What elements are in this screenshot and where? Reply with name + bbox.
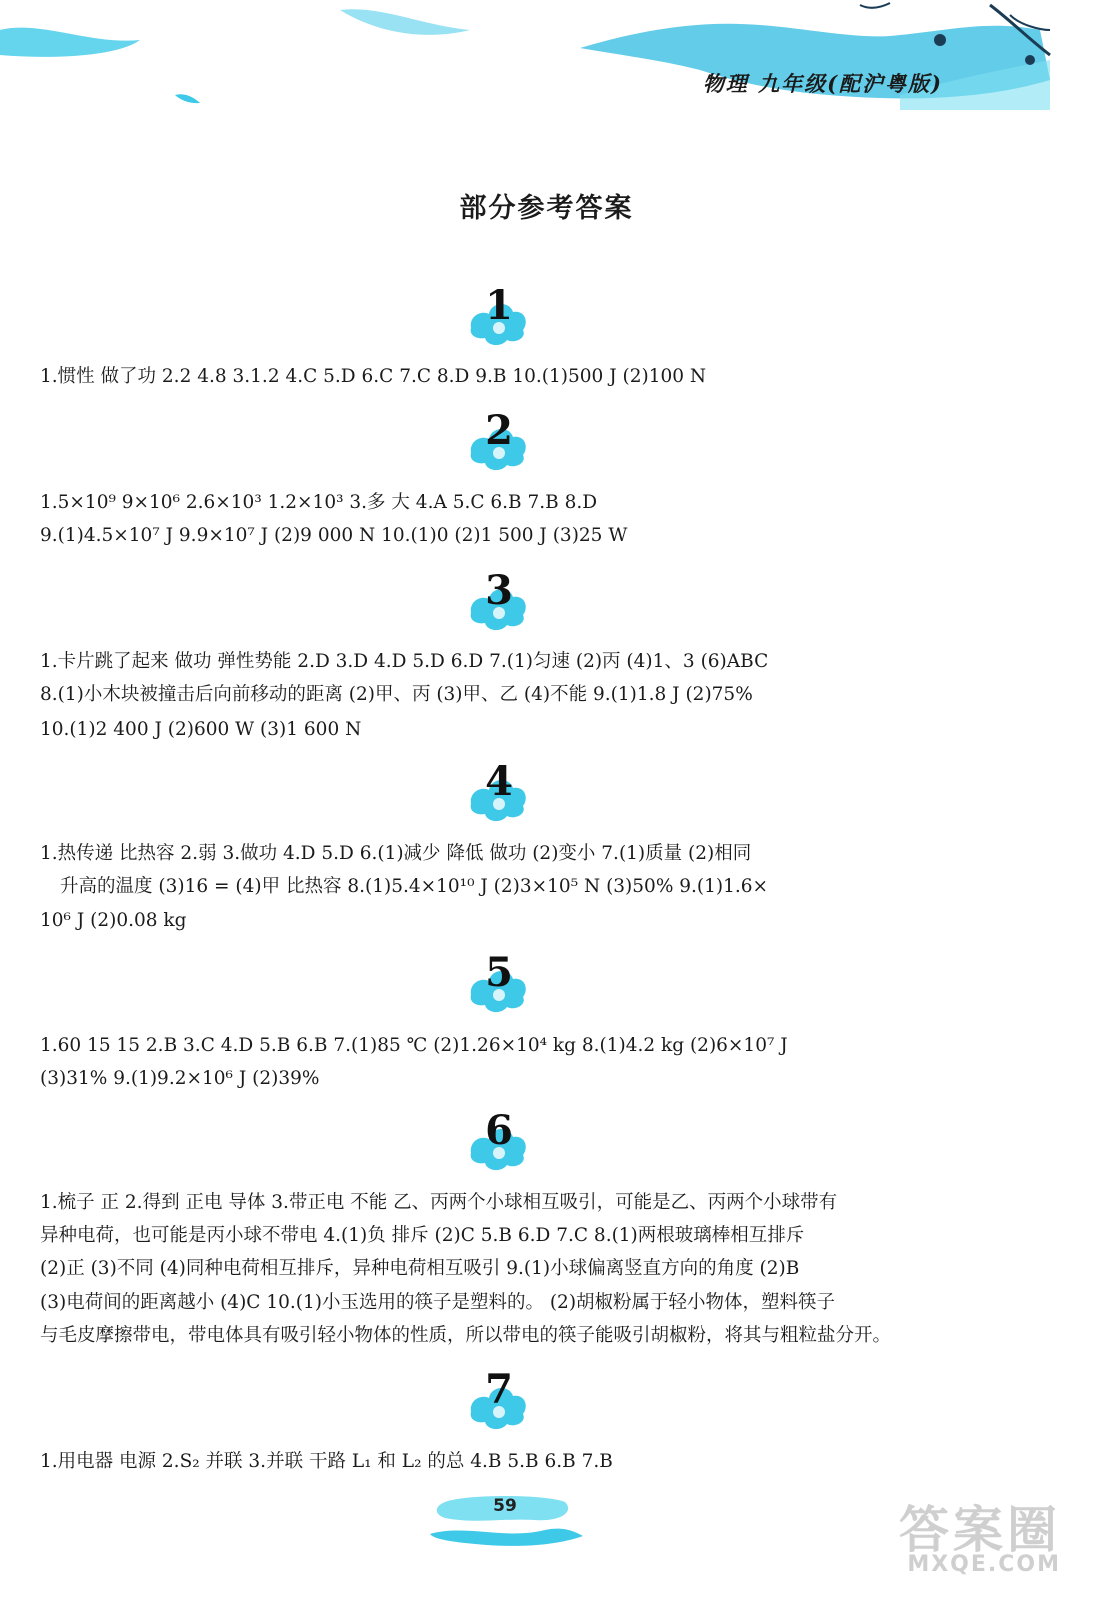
section-badge-5 <box>467 949 531 1017</box>
section-badge-2 <box>467 407 531 475</box>
page-title: 部分参考答案 <box>459 193 634 224</box>
answer-line: (3)电荷间的距离越小 (4)C 10.(1)小玉选用的筷子是塑料的。 (2)胡椒粉属于轻小物体，塑料筷子 <box>40 1292 836 1313</box>
section-badge-7 <box>467 1366 531 1434</box>
watermark-url: MXQE.COM <box>907 1552 1061 1577</box>
section-badge-6 <box>467 1107 531 1175</box>
section-number: 1 <box>485 282 513 329</box>
answer-line: 1.60 15 15 2.B 3.C 4.D 5.B 6.B 7.(1)85 ℃ (2)1.26×10⁴ kg 8.(1)4.2 kg (2)6×10⁷ J <box>40 1035 788 1056</box>
answer-line: 1.梳子 正 2.得到 正电 导体 3.带正电 不能 乙、丙两个小球相互吸引，可能是乙、丙两个小球带有 <box>40 1192 838 1213</box>
answer-line: 与毛皮摩擦带电，带电体具有吸引轻小物体的性质，所以带电的筷子能吸引胡椒粉，将其与粗粒盐分开。 <box>40 1325 892 1346</box>
answer-line: 10⁶ J (2)0.08 kg <box>40 910 187 931</box>
answer-line: 升高的温度 (3)16 = (4)甲 比热容 8.(1)5.4×10¹⁰ J (2)3×10⁵ N (3)50% 9.(1)1.6× <box>60 876 769 897</box>
section-number: 2 <box>485 407 513 454</box>
section-number: 4 <box>485 758 513 805</box>
page-number-badge <box>425 1490 585 1550</box>
header-subject-grade: 物理 九年级(配沪粤版) <box>702 71 943 96</box>
answer-line: 1.惯性 做了功 2.2 4.8 3.1.2 4.C 5.D 6.C 7.C 8.D 9.B 10.(1)500 J (2)100 N <box>40 366 707 387</box>
answer-line: 9.(1)4.5×10⁷ J 9.9×10⁷ J (2)9 000 N 10.(1)0 (2)1 500 J (3)25 W <box>40 525 628 546</box>
watermark <box>871 1490 1071 1590</box>
section-number: 6 <box>485 1107 513 1154</box>
answer-line: (3)31% 9.(1)9.2×10⁶ J (2)39% <box>40 1068 320 1089</box>
answer-line: (2)正 (3)不同 (4)同种电荷相互排斥，异种电荷相互吸引 9.(1)小球偏离竖直方向的角度 (2)B <box>40 1258 800 1279</box>
answer-line: 1.热传递 比热容 2.弱 3.做功 4.D 5.D 6.(1)减少 降低 做功 (2)变小 7.(1)质量 (2)相同 <box>40 843 752 864</box>
section-number: 7 <box>485 1366 513 1413</box>
answer-line: 1.5×10⁹ 9×10⁶ 2.6×10³ 1.2×10³ 3.多 大 4.A 5.C 6.B 7.B 8.D <box>40 492 598 513</box>
page-number: 59 <box>493 1496 517 1516</box>
watermark-logo-text: 答案圈 <box>899 1501 1061 1559</box>
section-number: 3 <box>485 567 513 614</box>
answer-line: 10.(1)2 400 J (2)600 W (3)1 600 N <box>40 719 362 740</box>
answer-line: 8.(1)小木块被撞击后向前移动的距离 (2)甲、丙 (3)甲、乙 (4)不能 9.(1)1.8 J (2)75% <box>40 684 753 705</box>
section-badge-4 <box>467 758 531 826</box>
answer-line: 1.用电器 电源 2.S₂ 并联 3.并联 干路 L₁ 和 L₂ 的总 4.B 5.B 6.B 7.B <box>40 1451 613 1472</box>
answer-line: 异种电荷，也可能是丙小球不带电 4.(1)负 排斥 (2)C 5.B 6.D 7.C 8.(1)两根玻璃棒相互排斥 <box>40 1225 805 1246</box>
section-badge-1 <box>467 282 531 350</box>
section-number: 5 <box>485 949 513 996</box>
answer-line: 1.卡片跳了起来 做功 弹性势能 2.D 3.D 4.D 5.D 6.D 7.(1)匀速 (2)丙 (4)1、3 (6)ABC <box>40 651 769 672</box>
section-badge-3 <box>467 567 531 635</box>
